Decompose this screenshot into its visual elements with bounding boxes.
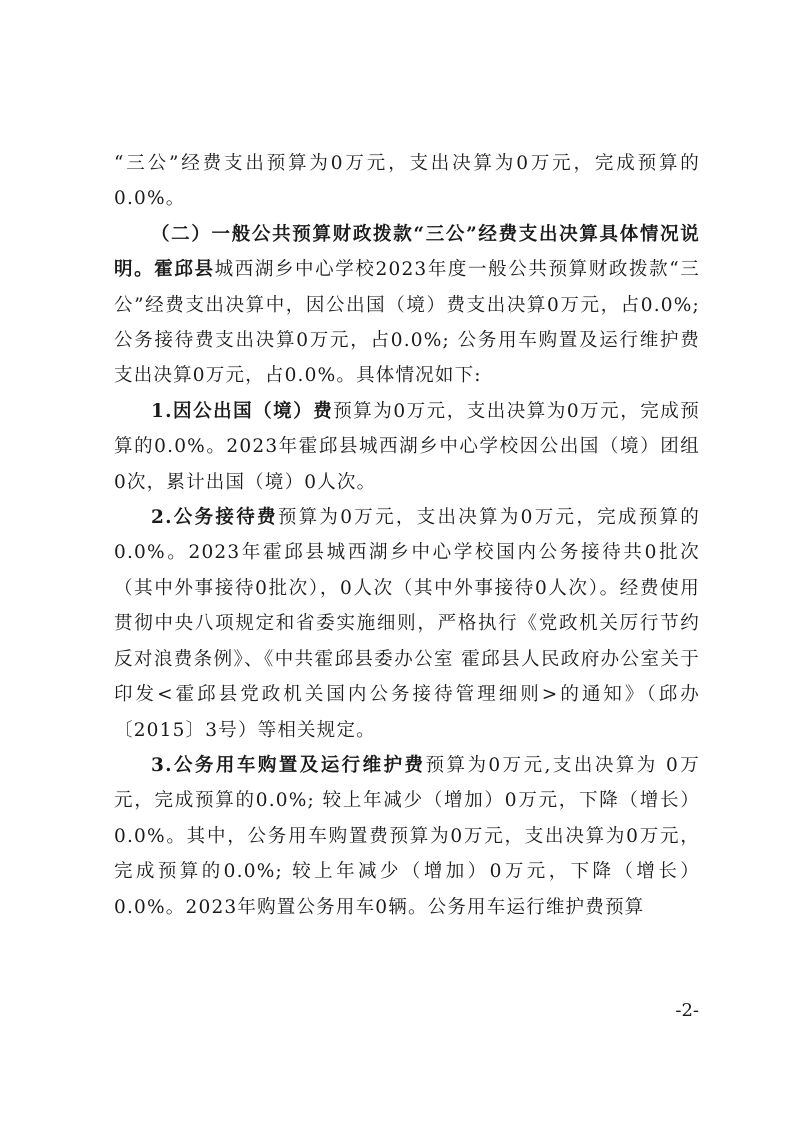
- paragraph-5-heading: 3.公务用车购置及运行维护费: [151, 754, 426, 776]
- paragraph-5-text: 预算为0万元,支出决算为 0万元，完成预算的0.0%; 较上年减少（增加）0万元，下降（增长）0.0%。其中，公务用车购置费预算为0万元，支出决算为0万元，完成预算的0.0%; 较上年减少（增加）0万元，下降（增长）0.0%。2023年购置公务用车0辆。公务用车运行维护费预算: [114, 754, 700, 918]
- paragraph-4-text: 预算为0万元，支出决算为0万元，完成预算的0.0%。2023年霍邱县城西湖乡中心学校国内公务接待共0批次（其中外事接待0批次），0人次（其中外事接待0人次）。经费使用贯彻中央八项规定和省委实施细则，严格执行《党政机关厉行节约反对浪费条例》、《中共霍邱县委办公室 霍邱县人民政府办公室关于印发<霍邱县党政机关国内公务接待管理细则>的通知》（邱办〔2015〕3号）等相关规定。: [114, 507, 701, 741]
- paragraph-2-heading: （二）一般公共预算财政拨款“三公”经费支出决算具体情况说明。霍邱县: [114, 223, 700, 281]
- page-number: -2-: [675, 1000, 699, 1021]
- paragraph-2-text: 城西湖乡中心学校2023年度一般公共预算财政拨款“三公”经费支出决算中，因公出国（境）费支出决算0万元，占0.0%;公务接待费支出决算0万元，占0.0%; 公务用车购置及运行维护费支出决算0万元，占0.0%。具体情况如下:: [114, 259, 700, 387]
- paragraph-4: [114, 500, 700, 748]
- paragraph-1-text: “三公”经费支出预算为0万元，支出决算为0万元，完成预算的0.0%。: [114, 153, 700, 210]
- paragraph-4-heading: 2.公务接待费: [151, 507, 278, 529]
- paragraph-3-heading: 1.因公出国（境）费: [151, 400, 334, 422]
- paragraph-3-text: 预算为0万元，支出决算为0万元，完成预算的0.0%。2023年霍邱县城西湖乡中心学校因公出国（境）团组0次，累计出国（境）0人次。: [114, 400, 700, 493]
- body-text: [114, 146, 700, 925]
- paragraph-3: [114, 394, 700, 500]
- paragraph-2: [114, 217, 700, 394]
- paragraph-5: [114, 748, 700, 925]
- paragraph-1: [114, 146, 700, 217]
